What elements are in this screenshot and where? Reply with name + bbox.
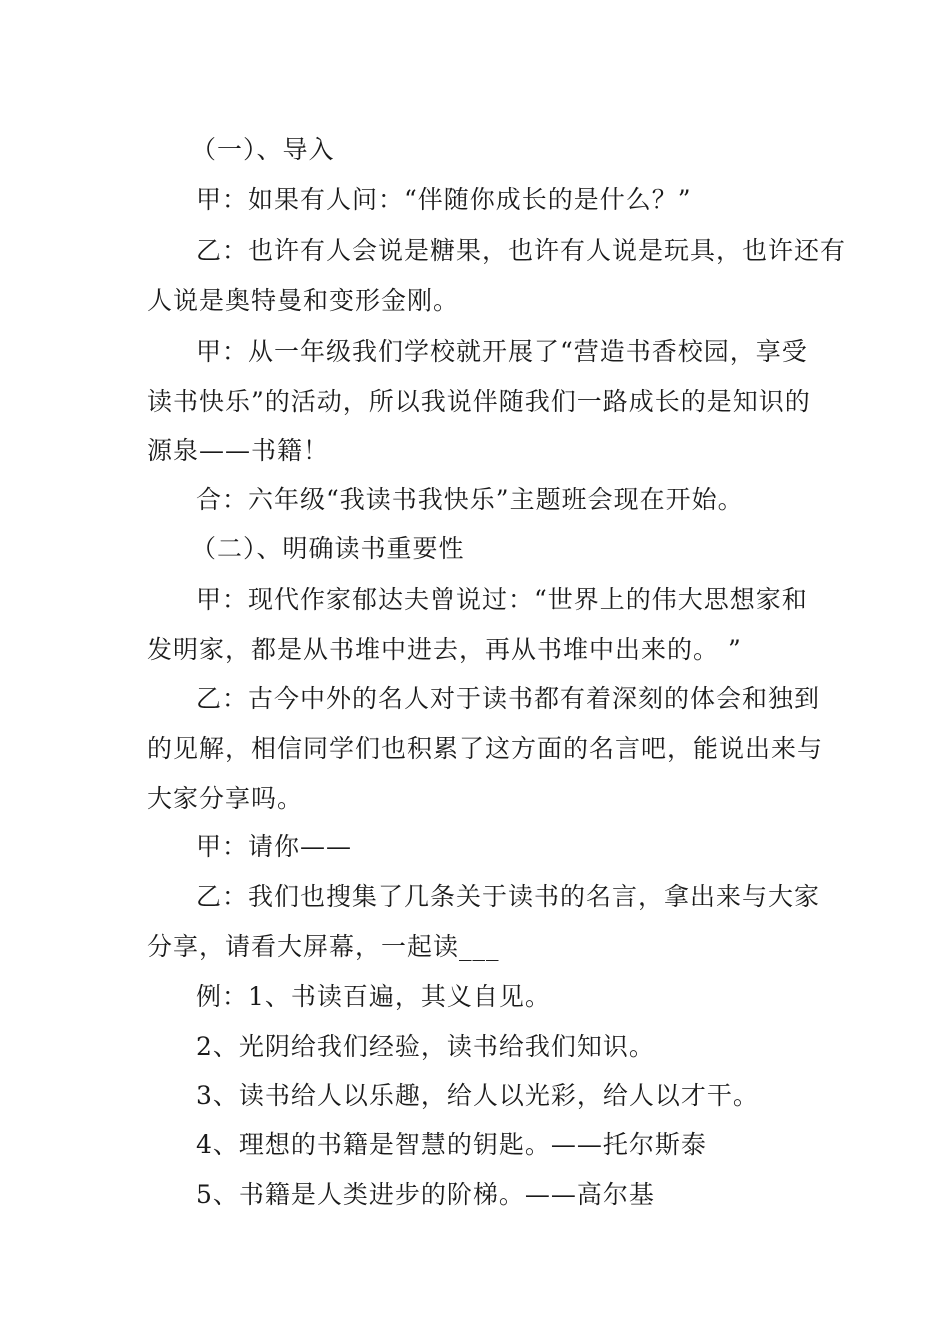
quote-item-2: 2、光阴给我们经验，读书给我们知识。 [196,1032,655,1061]
paragraph-jia-question: 甲：如果有人问：“伴随你成长的是什么？” [196,185,692,214]
paragraph-yi-answer-line2: 人说是奥特曼和变形金刚。 [147,286,460,315]
paragraph-jia-activity-line3: 源泉——书籍！ [147,436,330,465]
quote-item-3: 3、读书给人以乐趣，给人以光彩，给人以才干。 [196,1081,759,1110]
paragraph-jia-activity-line2: 读书快乐”的活动，所以我说伴随我们一路成长的是知识的 [147,387,811,416]
paragraph-together-open: 合：六年级“我读书我快乐”主题班会现在开始。 [196,485,744,514]
paragraph-jia-invite: 甲：请你—— [196,832,353,861]
paragraph-yi-collect-line2: 分享，请看大屏幕，一起读___ [147,932,500,961]
quote-item-5: 5、书籍是人类进步的阶梯。——高尔基 [196,1180,655,1209]
paragraph-yi-answer-line1: 乙：也许有人会说是糖果，也许有人说是玩具，也许还有 [196,236,847,265]
quote-item-4: 4、理想的书籍是智慧的钥匙。——托尔斯泰 [196,1130,707,1159]
paragraph-yi-famous-line2: 的见解，相信同学们也积累了这方面的名言吧，能说出来与 [147,734,824,763]
paragraph-yi-collect-line1: 乙：我们也搜集了几条关于读书的名言，拿出来与大家 [196,882,821,911]
paragraph-jia-quote-line1: 甲：现代作家郁达夫曾说过：“世界上的伟大思想家和 [196,585,808,614]
paragraph-yi-famous-line3: 大家分享吗。 [147,784,304,813]
paragraph-yi-famous-line1: 乙：古今中外的名人对于读书都有着深刻的体会和独到 [196,684,821,713]
section-title-intro: （一）、导入 [191,135,335,164]
paragraph-jia-quote-line2: 发明家，都是从书堆中进去，再从书堆中出来的。 ” [147,635,742,664]
section-title-importance: （二）、明确读书重要性 [191,534,465,563]
quote-item-1: 例：1、书读百遍，其义自见。 [196,982,551,1011]
paragraph-jia-activity-line1: 甲：从一年级我们学校就开展了“营造书香校园，享受 [196,337,808,366]
